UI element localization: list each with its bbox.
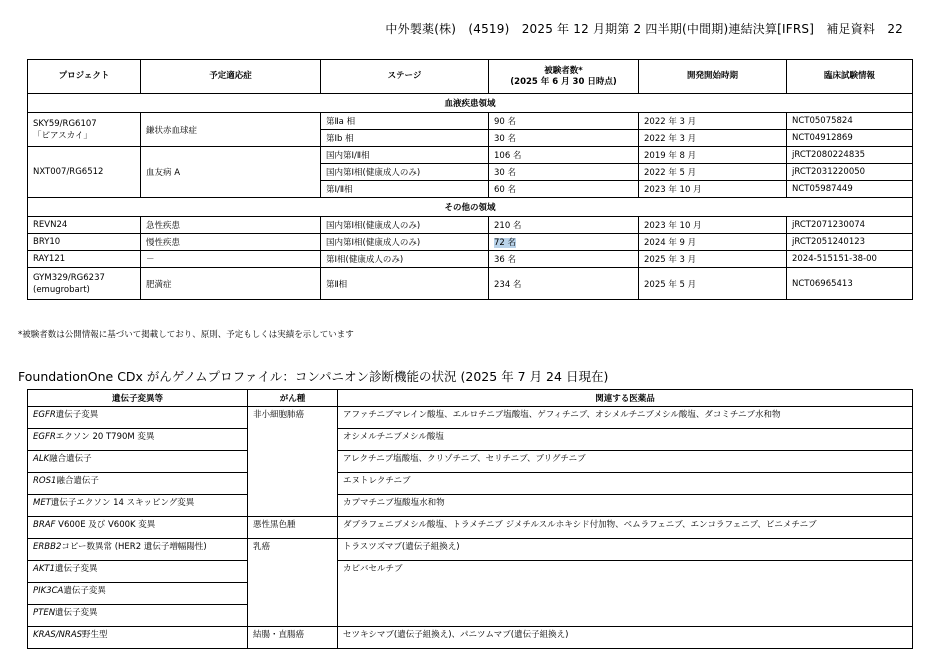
- footnote: *被験者数は公開情報に基づいて掲載しており、原則、予定もしくは実績を示しています: [18, 330, 354, 340]
- subjects: 234 名: [489, 268, 639, 300]
- trial-id: NCT04912869: [787, 130, 913, 147]
- gene-akt1: [28, 561, 248, 583]
- drugs: トラスツズマブ(遺伝子組換え): [338, 539, 913, 561]
- table-row: [28, 473, 913, 495]
- drugs: エヌトレクチニブ: [338, 473, 913, 495]
- header-subjects-line2: (2025 年 6 月 30 日時点): [510, 76, 617, 87]
- start-date: 2024 年 9 月: [639, 234, 787, 251]
- table-row: [28, 268, 913, 300]
- table-header-row: [28, 390, 913, 407]
- start-date: 2025 年 5 月: [639, 268, 787, 300]
- project-bry10: BRY10: [28, 234, 141, 251]
- gene-symbol: ROS1: [33, 476, 57, 486]
- section-other: その他の領域: [28, 198, 913, 217]
- start-date: 2022 年 5 月: [639, 164, 787, 181]
- table-row: [28, 495, 913, 517]
- start-date: 2023 年 10 月: [639, 217, 787, 234]
- drugs: アファチニブマレイン酸塩、エルロチニブ塩酸塩、ゲフィチニブ、オシメルチニブメシル酸塩、ダコミチニブ水和物: [338, 407, 913, 429]
- gene-pik3ca: [28, 583, 248, 605]
- header-subjects: [489, 60, 639, 94]
- product-name: (emugrobart): [33, 284, 90, 295]
- drugs: アレクチニブ塩酸塩、クリゾチニブ、セリチニブ、ブリグチニブ: [338, 451, 913, 473]
- table-row: [28, 429, 913, 451]
- header-cancer: がん種: [248, 390, 338, 407]
- start-date: 2023 年 10 月: [639, 181, 787, 198]
- indication: 急性疾患: [141, 217, 321, 234]
- product-name: 「ピアスカイ」: [33, 130, 92, 141]
- drugs: オシメルチニブメシル酸塩: [338, 429, 913, 451]
- drugs: ダブラフェニブメシル酸塩、トラメチニブ ジメチルスルホキシド付加物、ベムラフェニブ、エンコラフェニブ、ビニメチニブ: [338, 517, 913, 539]
- trial-id: jRCT2051240123: [787, 234, 913, 251]
- project-name: GYM329/RG6237: [33, 272, 105, 283]
- header-gene: 遺伝子変異等: [28, 390, 248, 407]
- stage: 国内第Ⅰ相(健康成人のみ): [321, 234, 489, 251]
- drugs: セツキシマブ(遺伝子組換え)、パニツムマブ(遺伝子組換え): [338, 627, 913, 649]
- project-sky59: [28, 113, 141, 147]
- header-start: 開発開始時期: [639, 60, 787, 94]
- header-trial-info: 臨床試験情報: [787, 60, 913, 94]
- stage: 第Ⅱ相: [321, 268, 489, 300]
- gene-symbol: KRAS/NRAS: [33, 630, 83, 640]
- trial-id: jRCT2031220050: [787, 164, 913, 181]
- section-blood: 血液疾患領域: [28, 94, 913, 113]
- indication: 鎌状赤血球症: [141, 113, 321, 147]
- project-gym329: [28, 268, 141, 300]
- gene-desc: 遺伝子変異: [55, 410, 99, 420]
- section-title-rest: がんゲノムプロファイル：コンパニオン診断機能の状況 (2025 年 7 月 24 日現在): [142, 369, 609, 384]
- gene-desc: エクソン 20 T790M 変異: [55, 432, 155, 442]
- subjects: 90 名: [489, 113, 639, 130]
- project-revn24: REVN24: [28, 217, 141, 234]
- gene-desc: 遺伝子変異: [55, 564, 98, 574]
- subjects: 30 名: [489, 130, 639, 147]
- cancer-colorectal: 結腸・直腸癌: [248, 627, 338, 649]
- table-row: [28, 251, 913, 268]
- stage: 第Ⅰ相(健康成人のみ): [321, 251, 489, 268]
- gene-symbol: PIK3CA: [33, 586, 64, 596]
- header-subjects-line1: 被験者数*: [544, 65, 583, 76]
- subjects: 106 名: [489, 147, 639, 164]
- indication: 血友病 A: [141, 147, 321, 198]
- gene-egfr: [28, 407, 248, 429]
- project-name: SKY59/RG6107: [33, 118, 97, 129]
- gene-symbol: BRAF: [33, 520, 56, 530]
- gene-egfr-t790m: [28, 429, 248, 451]
- cancer-melanoma: 悪性黒色腫: [248, 517, 338, 539]
- table-row: [28, 147, 913, 164]
- drugs: カプマチニブ塩酸塩水和物: [338, 495, 913, 517]
- gene-symbol: MET: [33, 498, 51, 508]
- gene-braf: [28, 517, 248, 539]
- gene-symbol: AKT1: [33, 564, 55, 574]
- section-row-blood: [28, 94, 913, 113]
- section-row-other: [28, 198, 913, 217]
- gene-met: [28, 495, 248, 517]
- gene-desc: 遺伝子エクソン 14 スキッピング変異: [50, 498, 195, 508]
- cancer-nsclc: 非小細胞肺癌: [248, 407, 338, 517]
- gene-alk: [28, 451, 248, 473]
- stage: 第Ⅱa 相: [321, 113, 489, 130]
- subjects: [489, 234, 639, 251]
- gene-desc: 遺伝子変異: [55, 608, 98, 618]
- gene-desc: V600E 及び V600K 変異: [55, 520, 156, 530]
- gene-pten: [28, 605, 248, 627]
- selected-text[interactable]: 72 名: [494, 238, 517, 248]
- subjects: 30 名: [489, 164, 639, 181]
- subjects: 60 名: [489, 181, 639, 198]
- gene-symbol: EGFR: [33, 432, 56, 442]
- stage: 国内第Ⅰ相(健康成人のみ): [321, 164, 489, 181]
- trial-id: NCT06965413: [787, 268, 913, 300]
- indication: 肥満症: [141, 268, 321, 300]
- trial-id: jRCT2080224835: [787, 147, 913, 164]
- subjects: 36 名: [489, 251, 639, 268]
- gene-desc: 遺伝子変異: [63, 586, 106, 596]
- stage: 国内第Ⅰ相(健康成人のみ): [321, 217, 489, 234]
- start-date: 2025 年 3 月: [639, 251, 787, 268]
- header-stage: ステージ: [321, 60, 489, 94]
- table-row: [28, 539, 913, 561]
- project-ray121: RAY121: [28, 251, 141, 268]
- trial-id: NCT05987449: [787, 181, 913, 198]
- gene-desc: 融合遺伝子: [56, 476, 99, 486]
- start-date: 2022 年 3 月: [639, 130, 787, 147]
- gene-symbol: ALK: [33, 454, 50, 464]
- header-project: プロジェクト: [28, 60, 141, 94]
- table-row: [28, 113, 913, 130]
- trial-id: jRCT2071230074: [787, 217, 913, 234]
- cancer-breast: 乳癌: [248, 539, 338, 627]
- start-date: 2019 年 8 月: [639, 147, 787, 164]
- table-row: [28, 517, 913, 539]
- start-date: 2022 年 3 月: [639, 113, 787, 130]
- drugs: カピバセルチブ: [338, 561, 913, 627]
- trial-id: NCT05075824: [787, 113, 913, 130]
- table-row: [28, 217, 913, 234]
- subjects: 210 名: [489, 217, 639, 234]
- gene-desc: 野生型: [82, 630, 108, 640]
- gene-ros1: [28, 473, 248, 495]
- header-indication: 予定適応症: [141, 60, 321, 94]
- table-header-row: [28, 60, 913, 94]
- project-nxt007: NXT007/RG6512: [28, 147, 141, 198]
- gene-symbol: PTEN: [33, 608, 56, 618]
- indication: 慢性疾患: [141, 234, 321, 251]
- page-header: 中外製薬(株) (4519) 2025 年 12 月期第 2 四半期(中間期)連結決算[IFRS] 補足資料 22: [385, 22, 903, 36]
- gene-symbol: ERBB2: [33, 542, 62, 552]
- stage: 国内第Ⅰ/Ⅱ相: [321, 147, 489, 164]
- table-row: [28, 561, 913, 583]
- table-row: [28, 234, 913, 251]
- table-row: [28, 407, 913, 429]
- indication: －: [141, 251, 321, 268]
- section-title: [18, 367, 608, 385]
- table-row: [28, 451, 913, 473]
- clinical-trial-table: [27, 59, 913, 300]
- stage: 第Ⅰ/Ⅱ相: [321, 181, 489, 198]
- header-drugs: 関連する医薬品: [338, 390, 913, 407]
- gene-erbb2: [28, 539, 248, 561]
- trial-id: 2024-515151-38-00: [787, 251, 913, 268]
- gene-desc: コピー数異常 (HER2 遺伝子増幅陽性): [61, 542, 207, 552]
- gene-symbol: EGFR: [33, 410, 56, 420]
- stage: 第Ⅰb 相: [321, 130, 489, 147]
- section-title-prefix: FoundationOne CDx: [18, 369, 143, 384]
- gene-desc: 融合遺伝子: [49, 454, 92, 464]
- companion-diagnostic-table: [27, 389, 913, 649]
